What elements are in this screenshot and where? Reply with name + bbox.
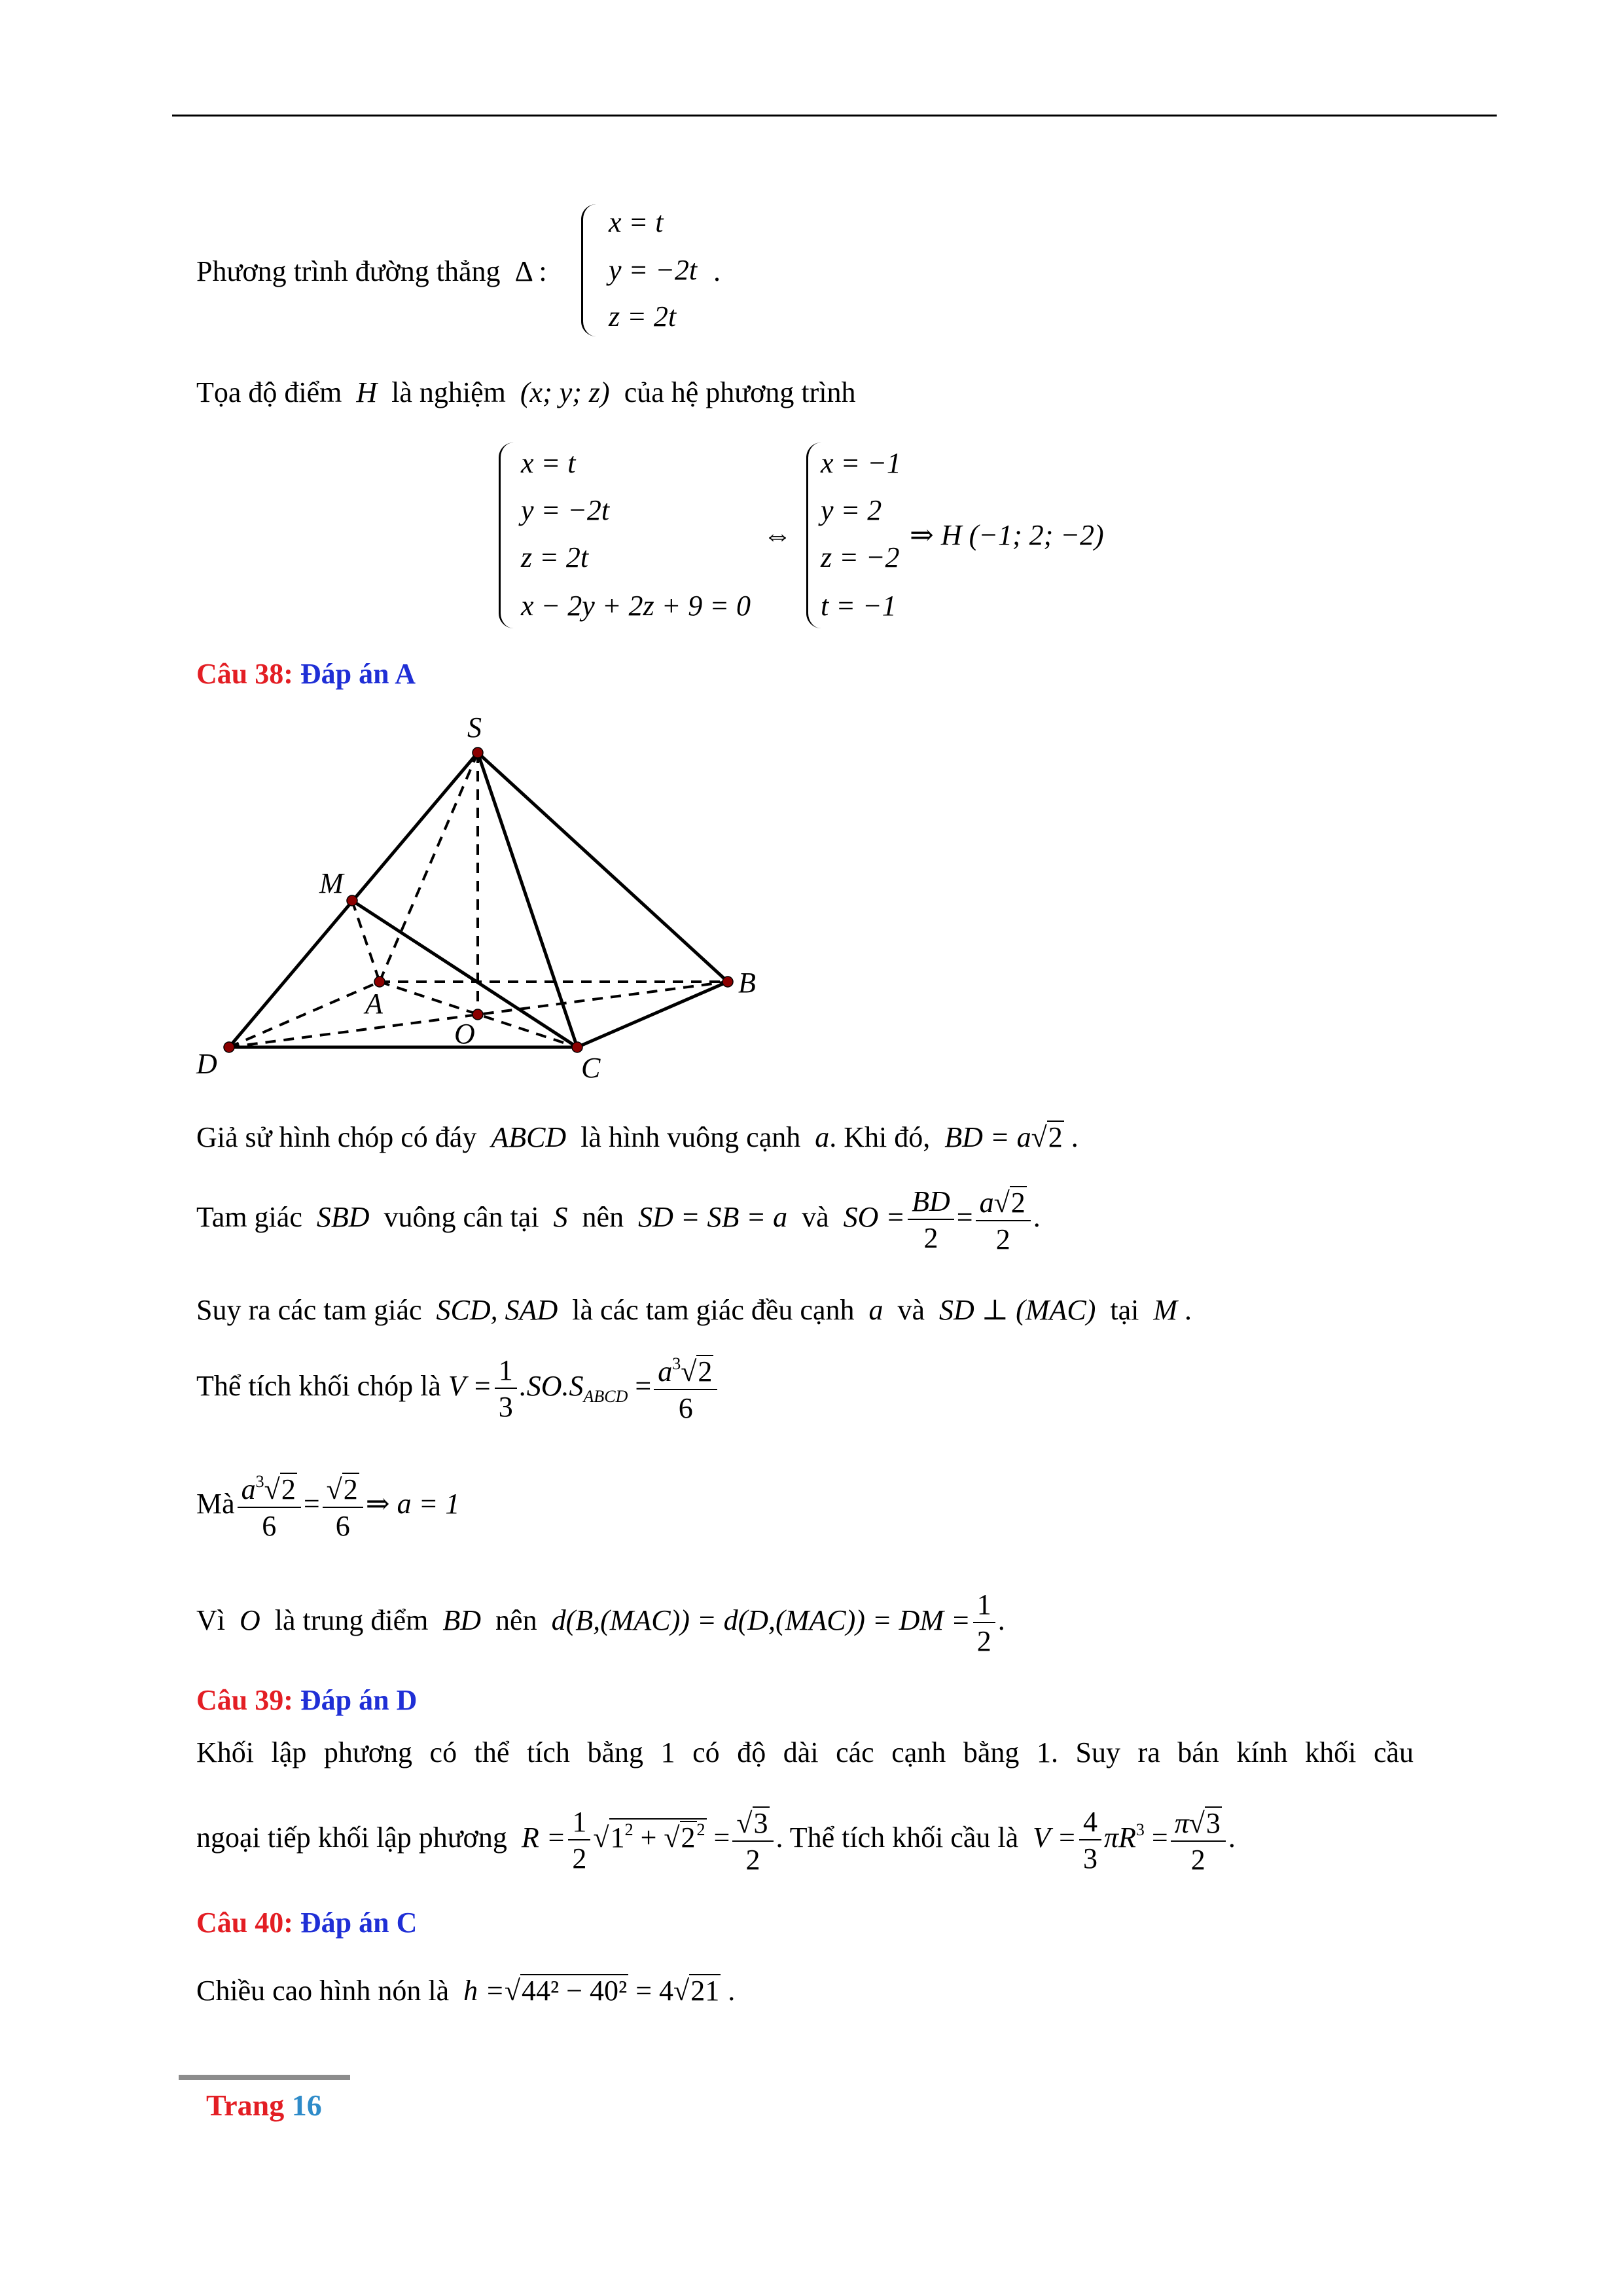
edge-ma — [352, 901, 380, 982]
q40-heading: Câu 40: Đáp án C — [196, 1907, 418, 1939]
system-right-row-3: z = −2 — [821, 541, 900, 573]
q39-heading: Câu 39: Đáp án D — [196, 1684, 418, 1716]
q40-para-1: Chiều cao hình nón là h =√44² − 40² = 4√21 . — [196, 1975, 736, 2007]
line-system-row-1: x = t — [609, 206, 664, 238]
q38-heading: Câu 38: Đáp án A — [196, 658, 416, 690]
label-m: M — [319, 867, 344, 899]
q38-para-1: Giả sử hình chóp có đáy ABCD là hình vuông cạnh a. Khi đó, BD = a√2 . — [196, 1121, 1079, 1153]
point-h-text: Tọa độ điểm H là nghiệm (x; y; z) của hệ phương trình — [196, 376, 856, 408]
q38-para-3: Suy ra các tam giác SCD, SAD là các tam giác đều cạnh a và SD ⊥ (MAC) tại M . — [196, 1294, 1192, 1326]
equiv-symbol: ⇔ — [763, 519, 792, 551]
system-left-row-3: z = 2t — [521, 541, 589, 573]
line-system-period: . — [713, 255, 721, 287]
point-m-dot — [347, 895, 357, 906]
q38-para-6: Vì O là trung điểm BD nên d(B,(MAC)) = d(D,(MAC)) = DM = $\frac{1}{2}$ . — [196, 1588, 1005, 1657]
label-o: O — [454, 1018, 475, 1050]
q39-para-1: Khối lập phương có thể tích bằng 1 có độ dài các cạnh bằng 1. Suy ra bán kính khối cầu — [196, 1736, 1414, 1768]
system-right-row-1: x = −1 — [821, 447, 901, 479]
point-d-dot — [224, 1042, 234, 1052]
system-right-row-2: y = 2 — [821, 494, 882, 526]
system-right-row-4: t = −1 — [821, 590, 897, 622]
line-system-row-2: y = −2t — [609, 254, 698, 286]
page-number-label: Trang 16 — [206, 2089, 322, 2122]
system-left-row-1: x = t — [521, 447, 576, 479]
edge-sa — [380, 753, 478, 982]
label-b: B — [738, 967, 756, 999]
line-system-row-3: z = 2t — [609, 300, 677, 332]
point-s-dot — [473, 747, 483, 758]
point-b-dot — [722, 977, 733, 987]
line-equation-text: Phương trình đường thẳng Δ : — [196, 255, 547, 287]
label-s: S — [467, 711, 482, 744]
point-c-dot — [572, 1042, 582, 1052]
q39-para-2: ngoại tiếp khối lập phương R = $\frac{1}{2}$ $√1^2 + √2^2$ = $\frac{√3}{2}$ . Thể tích khối cầu là V = $\frac{4}{3}$ $\pi R^3$ = $\frac{\pi√3}{2}$ . — [196, 1806, 1236, 1876]
system-left-row-2: y = −2t — [521, 494, 610, 526]
point-a-dot — [374, 977, 385, 987]
q38-para-2: Tam giác SBD vuông cân tại S nên SD = SB = a và SO = $\frac{BD}{2}$ = $\frac{a√2}{2}$ . — [196, 1185, 1041, 1255]
footer-bar — [179, 2075, 350, 2080]
q38-para-4: Thể tích khối chóp là V = $\frac{1}{3}$ $.SO.S_{ABCD}$ = $\frac{a^3√2}{6}$ — [196, 1355, 720, 1423]
system-left-row-4: x − 2y + 2z + 9 = 0 — [521, 590, 751, 622]
label-a: A — [365, 988, 383, 1020]
label-c: C — [581, 1052, 601, 1084]
system-result: ⇒ H (−1; 2; −2) — [910, 519, 1104, 551]
label-d: D — [196, 1048, 217, 1080]
q38-para-5: Mà $\frac{a^3√2}{6}$ = $\frac{√2}{6}$ ⇒ a = 1 — [196, 1472, 460, 1542]
